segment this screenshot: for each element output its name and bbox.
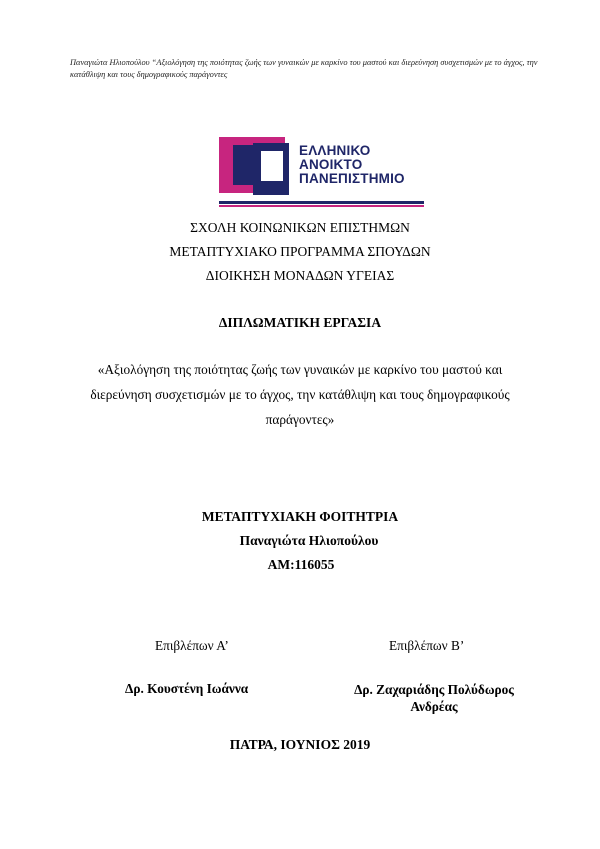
university-logo — [219, 137, 424, 209]
student-id: ΑΜ:116055 — [267, 557, 335, 572]
supervisor-b-name — [320, 681, 548, 715]
running-header: Παναγιώτα Ηλιοπούλου “Αξιολόγηση της ποιότητας ζωής των γυναικών με καρκίνο του μαστού και διερεύνηση συσχετισμών με το άγχος, την κατάθλιψη και τους δημογραφικούς παράγοντες — [70, 58, 538, 79]
student-role: ΜΕΤΑΠΤΥΧΙΑΚΗ ΦΟΙΤΗΤΡΙΑ — [201, 509, 399, 524]
school-block — [0, 216, 600, 288]
thesis-type-heading: ΔΙΠΛΩΜΑΤΙΚΗ ΕΡΓΑΣΙΑ — [218, 315, 382, 330]
logo-rule-magenta — [219, 205, 424, 207]
program-name: ΜΕΤΑΠΤΥΧΙΑΚΟ ΠΡΟΓΡΑΜΜΑ ΣΠΟΥΔΩΝ — [169, 244, 431, 259]
logo-wordmark — [299, 144, 424, 186]
logo-rule-navy — [219, 201, 424, 204]
department-name: ΔΙΟΙΚΗΣΗ ΜΟΝΑΔΩΝ ΥΓΕΙΑΣ — [205, 268, 395, 283]
logo-line-2: ΑΝΟΙΚΤΟ — [299, 157, 363, 172]
supervisor-a-name: Δρ. Κουστένη Ιωάννα — [125, 681, 249, 696]
logo-line-1: ΕΛΛΗΝΙΚΟ — [299, 143, 371, 158]
place-date: ΠΑΤΡΑ, ΙΟΥΝΙΟΣ 2019 — [229, 737, 371, 752]
logo-navy-block-left — [233, 145, 253, 185]
thesis-title: «Αξιολόγηση της ποιότητας ζωής των γυναικών με καρκίνο του μαστού και διερεύνηση συσχετισμών με το άγχος, την κατάθλιψη και τους δημογραφικούς παράγοντες» — [90, 362, 510, 427]
supervisor-a-label: Επιβλέπων Α’ — [155, 638, 229, 653]
supervisor-b-label: Επιβλέπων Β’ — [389, 638, 465, 653]
logo-line-3: ΠΑΝΕΠΙΣΤΗΜΙΟ — [299, 171, 405, 186]
school-name: ΣΧΟΛΗ ΚΟΙΝΩΝΙΚΩΝ ΕΠΙΣΤΗΜΩΝ — [190, 220, 410, 235]
student-name: Παναγιώτα Ηλιοπούλου — [239, 533, 379, 548]
supervisor-b-name-line-2: Ανδρέας — [410, 699, 458, 714]
supervisor-b-name-line-1: Δρ. Ζαχαριάδης Πολύδωρος — [354, 682, 514, 697]
logo-white-cutout — [261, 151, 283, 181]
